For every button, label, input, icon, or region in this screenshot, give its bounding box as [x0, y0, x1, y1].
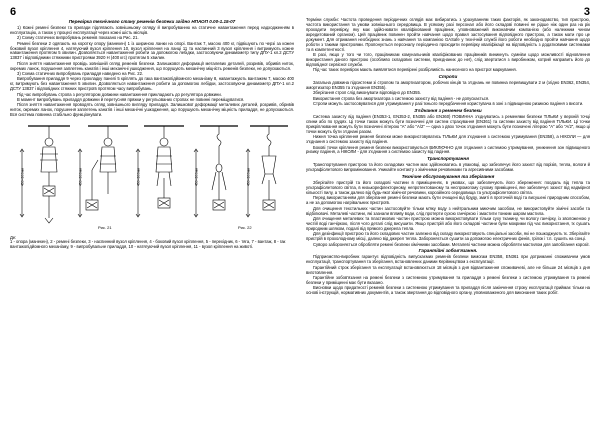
- paragraph: Терміни служби: Частота проведення періодичних оглядів має вибиратись з урахуванням таких факторів, як законодавство, тип пристрою, частота використання та умови зовнішнього середовища. В усякому разі персонал або його складові повинні не рідше ніж один раз на рік проходити перевірку, яку має здійснювати кваліфікований працівник, уповноважений виконавчим компанією (або належним чином акредитований органом). Цей працівник повинен пройти навчання щодо правил застосування відповідного пристрою, а також мати про це документ. Для отримання необхідних знань з навчання та компанією GASafe у технічній службі його роботи необхідно пройти навчання щодо роботи з такими пристроями. Пропонується персоналу періодично проходити перевірку кваліфікації на відповідність з додатковими системами та в компетентності.: [306, 17, 590, 52]
- section-heading-straps: Стропи: [438, 74, 458, 80]
- dimension-label: 450–300мм: [20, 168, 25, 187]
- figure-22a: [194, 126, 238, 217]
- paragraph: Після зняття навантаження проводять огляд зовнішнього вигляду приладдя. Залишкової деформації металевих деталей, розривів, обривів ниток, окремих ланок, порушення заплетень канатів і інші механічні ушкодження, що порушують механічну міцність приладдя, не допускаються. Вся система повинна стабільно функціонувати.: [10, 102, 294, 118]
- section-heading-connection: З'єднання з ременем безпеки: [414, 108, 482, 114]
- inspection-text: [10, 26, 294, 118]
- paragraph: 1) Кожні ремені безпеки та прилади підлягають зовнішньому огляду й випробуванню на статичне навантаження перед надходженням в експлуатацію, а також у процесі експлуатації через кожні шість місяців.: [10, 24, 294, 35]
- paragraph: Випробування приладдя 9 через прокладку панелі 5 кріплять до гака вантажопідйомного механізму 8, навантажують вантажем 7, масою 400 кг, витримують без навантаження 5 хвилин. Дозволяється навантаження робити за допомогою лебідки, застосовуючи динамометр ДПУ-1 кл.2 ДСТУ 13837 і відповідних стяжних пристроїв протягом часу випробувань.: [10, 76, 294, 92]
- figure-legend: 1 - опора (манекен), 2 - ремені безпеки, 3 - наспинний вузол кріплення, 4 - боковий вузол кріплення, 5 - перехідник, 6 - тяга, 7 - вантаж, 8 - гак вантажопідйомного механізму, 9 - випробувальне приладдя, 10 - натягуючий вузол кріплення, 11 - вузол кріплення на животі.: [10, 239, 286, 250]
- paragraph: Використання стропа без амортизатора з системою захисту від падіння - не допускається.: [313, 95, 490, 101]
- paragraph: 3) Схема статичних випробувань приладдя наведено на Рис. 22.: [17, 71, 144, 77]
- paragraph: Суворо забороняється обробляти ремені безпеки хімічними засобами. Металеві частини можна обробляти мастилом для запобігання корозії.: [313, 241, 590, 247]
- paragraph: Для очищення металевих та пластикових частин пристрою можна використовувати тільки суху тканину, чи вологу ганчірку, із зволоженою у чистій воді ганчіркою, після чого деталі слід висушити. Якщо пристрій або його складові частини були мокрими під час використання, їх сушать природним шляхом, подалі від прямого джерела тепла.: [306, 215, 590, 231]
- paragraph: Зберігання строп слід виконувати відповідно до EN355.: [313, 90, 421, 96]
- dimension-label: 450–300мм: [78, 168, 83, 187]
- paragraph: Для дезінфекції пристрою та його складових частин залежно від складу використовують спеціальні засоби, які не пошкоджують їх. Зберігайте пристрій в прохолодному місці, далеко від джерел тепла. Забороняється сушити за допомогою електричних фенів, грілок і т.п. сушить на сонці.: [306, 231, 590, 242]
- section-heading-storage: Технічне обслуговування та зберігання: [401, 174, 495, 180]
- paragraph: Бокові точки кріплення ременя безпеки використовуються ВИКЛЮЧНО для з'єднання з системою утримування, уникнення зон підвищеного ризику падіння, а НІКОЛИ - для з'єднання з системою захисту від падіння.: [306, 144, 590, 155]
- paragraph: Загальна довжина підсистеми зі стропом та амортизатором, робочих кінців та з'єднань не повинна перевищувати 2 м (згідно EN362, EN354, амортизатор EN355 та з'єднання EN355).: [306, 80, 590, 91]
- figure-caption-21: Рис. 21: [98, 225, 112, 231]
- paragraph: В разі, якщо у того чи того, працівникам комунальників кваліфікованих працівників виникнуть сумніви щодо можливості відновлення використання даного пристрою (особливо складових системи, приєднаних до неї), слід звертатися з виробником, котрий направить його до відповідної сервісної служби.: [306, 52, 590, 67]
- paragraph: Для очищення текстильних частин застосовуйте тільки м'яку воду з нейтральним миючим засобом, не використовуйте хімічні засоби та відбілювачі. Металеві частини, які зазнали впливу води, слід протерти сухою ганчіркою і змастити тонким шаром мастила.: [306, 205, 590, 216]
- legend-title: Де:: [10, 235, 17, 241]
- paragraph: В момент випробувань приладдя довжини й перетусняя пряжки у регульованих стропах не повинні переміщуватися.: [17, 96, 245, 102]
- paragraph: Ремені безпеки 2 одягають на коротку опору (манекен) 1 із шириною ланки на опорі. Вантаж 7, масою 400 кг, підвішують по черзі за кожен боковий вузол кріплення 4, натягуючий вузол кріплення 10, вузол кріплення на ланці 11 та наспинний 3 вузол кріплення і витримують кожне навантаження протягом 5 хвилин. Дозволяється навантаження робити за допомогою лебідки, застосовуючи динамометр типу ДПУ-1 кл.2 ДСТУ 13837 і відповідними стяжними пристроями 3920 Н (400 кгс) протягом 5 хвилин.: [10, 40, 294, 61]
- figure-21a: [20, 126, 70, 223]
- figure-21b: [78, 126, 128, 217]
- section-heading-transport: Транспортування: [427, 156, 469, 162]
- dimension-label: 450–300мм: [136, 168, 141, 187]
- paragraph: Під час випробувань стропа з регулятором довжини навантаження прикладають до регулятора довжини.: [17, 91, 222, 97]
- figure-caption-22: Рис. 22: [238, 225, 252, 231]
- paragraph: Висновки щодо придатності ременів безпеки з системною утримування та приладдя після закінчення строку експлуатації приймає тільки на основі інструкцій, нормативних документів, а також звертання до відповідного органу, уповноваженого для виконання таких робіт.: [306, 285, 590, 296]
- dimension-label: 450–300мм: [246, 168, 251, 187]
- paragraph: Після зняття навантаження провідь зовнішній огляд ременів безпеки. Залишкової деформації металевих деталей, розривів, обривів ниток, окремих ланок, порушення заплетень канатів і інші механічні ушкодження, що порушують механічну міцність ременів безпеки, не допускаються.: [10, 60, 294, 71]
- right-page: [300, 0, 600, 424]
- paragraph: Нижня точка кріплення ременя безпеки може використовуватись ТІЛЬКИ для з'єднання з системою утримування (EN358), а НІКОЛИ — для з'єднання з системою захисту від падіння.: [306, 134, 590, 145]
- inspection-heading: Перевірка технічного стану ременів безпеки згідно НПАОП 0.00-1.15-07: [68, 19, 236, 24]
- test-diagrams: [10, 120, 294, 232]
- page-number-right: 3: [583, 6, 590, 18]
- paragraph: Зберігайте пристрій та його складові частини в приміщеннях, в умовах, що забезпечують його збереження: поодаль від тепла та ультрафіолетового світла, в низькорефлекторному, непротектованому та неспромогому сухому приміщенні, яке забезпечує захист від надмірної кількості пилу, а також далеко від будь-якої хімічної речовини, корозійного середовища та ультрафіолетового світла.: [306, 180, 590, 196]
- page-number-left: 6: [10, 6, 17, 18]
- paragraph: Під час таких перевірок мають виявлятися перевірені розбірливість нанесеного на пристрої маркування.: [313, 67, 517, 73]
- dimension-label: 450–300мм: [194, 168, 199, 187]
- paragraph: Підприємство-виробник гарантує відповідність випускаємих ременів безпеки вимогам EN358, EN361 при дотриманні споживачем умов експлуатації, транспортування та зберігання, встановлених даними Керівництвом з експлуатації.: [306, 254, 590, 265]
- paragraph: Система захисту від падіння (EN353-1, EN353-2, EN355 або EN360) ПОВИННА з'єднуватись з ременями безпеки ТІЛЬКИ у верхній точці спини або по грудях. Ці точки також можуть бути позначені для систем страхування (EN361) та системи захисту від падіння ТІЛЬКИ. Ці точки прикріплювання можуть бути позначені літерою "A" або "A/2" — одна з двох точок з'єднання можуть бути позначені літерою "A" або "A/2", якщо ці точки можуть бути з'єднані разом.: [306, 114, 590, 134]
- paragraph: Транспортування пристрою та його складових частин має здійснюватись в упаковці, що забезпечує його захист від порізів, тепла, вологи й ультрафіолетового випромінювання. Уникайте контакту з хімічними речовинами та агресивними засобами.: [306, 162, 590, 173]
- paragraph: Гарантійний строк зберігання та експлуатації встановлюється 18 місяців з дня відвантаження споживачеві, але не більше 24 місяців з дня виготовлення.: [306, 264, 590, 275]
- paragraph: Перед використанням для зберігання ремені безпеки мають бути очищені від бруду, змиті в проточній воді та висушені природним способом, а не за допомогою нагрівальних пристроїв.: [306, 195, 590, 206]
- test-figures: [10, 120, 294, 232]
- figure-22b: [246, 126, 288, 217]
- paragraph: Гарантійне зобов'язання на ремені безпеки з системною утримування та приладдя з ремені безпеки з системою утримування та ремені безпеки у приміщенні має бути вказано.: [306, 274, 590, 285]
- paragraph: 2) Схему статичних випробувань ременів показано на Рис. 21.: [17, 35, 139, 41]
- paragraph: Стропи можуть застосовуватися для утримування у разі їхнього передбачення користувача в зоні з підвищеною ризикою падіння з висоти.: [313, 101, 584, 107]
- figure-21c: [136, 126, 184, 217]
- section-heading-warranty: Гарантійні зобов'язання.: [418, 248, 478, 254]
